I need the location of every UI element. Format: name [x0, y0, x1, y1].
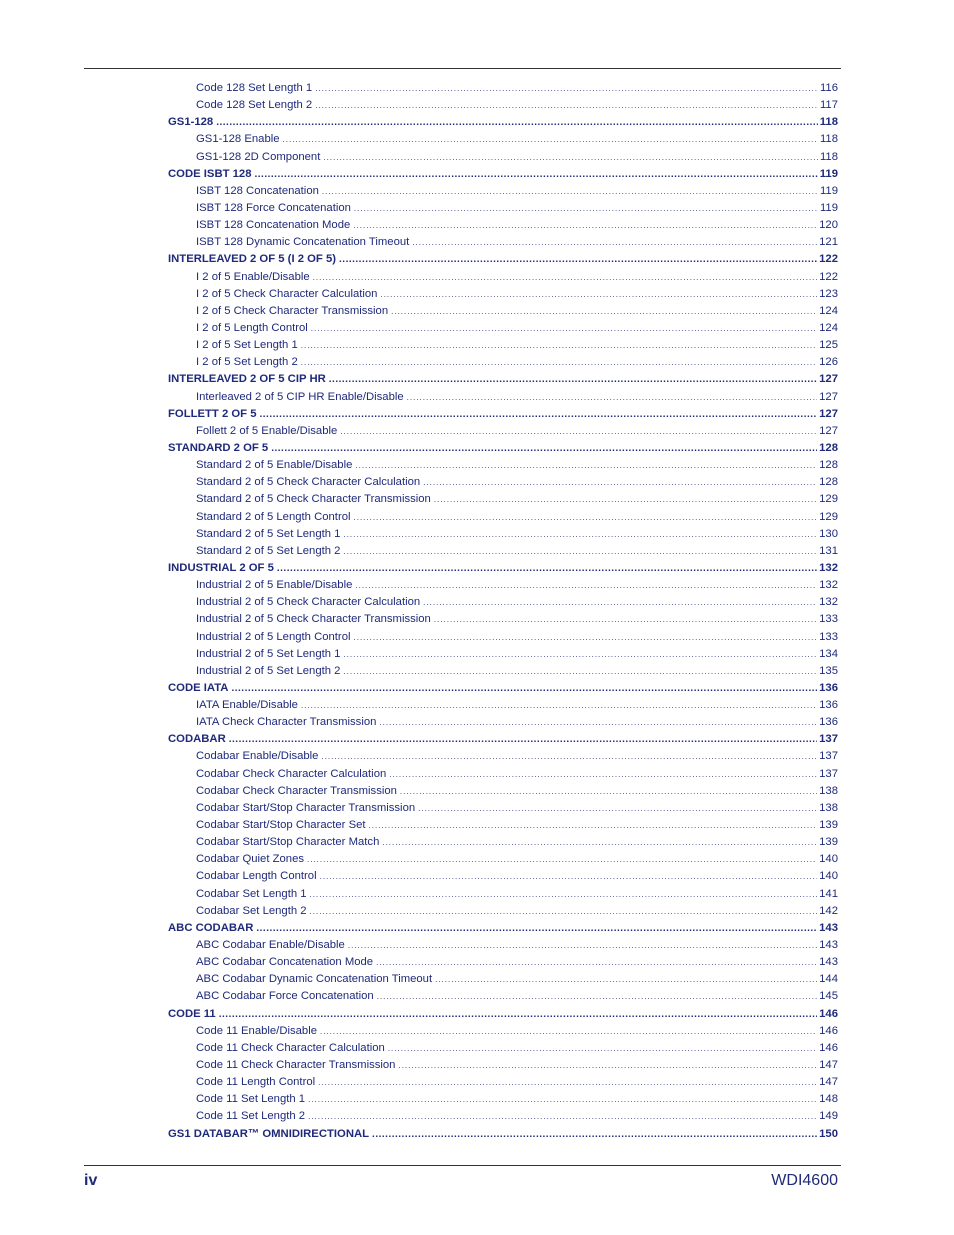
toc-entry-title: ABC Codabar Dynamic Concatenation Timeout: [196, 973, 433, 986]
toc-leader-dots: [231, 680, 817, 697]
toc-entry-page: 118: [819, 116, 838, 129]
toc-subsection-entry[interactable]: [168, 611, 838, 628]
toc-entry-page: 127: [819, 424, 838, 437]
toc-entry-title: I 2 of 5 Check Character Calculation: [196, 287, 378, 300]
toc-leader-dots: [343, 646, 817, 663]
toc-subsection-entry[interactable]: [168, 817, 838, 834]
toc-entry-title: Standard 2 of 5 Length Control: [196, 510, 351, 523]
toc-subsection-entry[interactable]: [168, 200, 838, 217]
toc-leader-dots: [379, 714, 817, 731]
toc-leader-dots: [400, 783, 817, 800]
toc-entry-title: Industrial 2 of 5 Length Control: [196, 630, 351, 643]
toc-subsection-entry[interactable]: [168, 183, 838, 200]
toc-entry-title: I 2 of 5 Length Control: [196, 321, 308, 334]
toc-leader-dots: [315, 97, 818, 114]
toc-subsection-entry[interactable]: [168, 149, 838, 166]
toc-leader-dots: [412, 234, 817, 251]
toc-entry-title: Codabar Set Length 2: [196, 904, 307, 917]
toc-leader-dots: [320, 868, 818, 885]
toc-leader-dots: [320, 1023, 817, 1040]
toc-entry-page: 136: [819, 699, 838, 712]
toc-entry-title: Codabar Start/Stop Character Match: [196, 836, 380, 849]
toc-section-entry[interactable]: [168, 1126, 838, 1143]
toc-subsection-entry[interactable]: [168, 1040, 838, 1057]
toc-leader-dots: [313, 269, 817, 286]
toc-entry-page: 130: [819, 527, 838, 540]
toc-entry-page: 126: [819, 356, 838, 369]
toc-entry-page: 119: [819, 201, 838, 214]
toc-entry-page: 147: [819, 1076, 838, 1089]
toc-entry-page: 150: [819, 1127, 838, 1140]
toc-leader-dots: [434, 491, 817, 508]
toc-entry-title: ISBT 128 Concatenation Mode: [196, 219, 351, 232]
toc-entry-title: Industrial 2 of 5 Check Character Transmission: [196, 613, 431, 626]
toc-entry-title: INTERLEAVED 2 OF 5 (I 2 OF 5): [168, 253, 337, 266]
toc-entry-title: Industrial 2 of 5 Enable/Disable: [196, 579, 353, 592]
toc-entry-page: 123: [819, 287, 838, 300]
toc-entry-page: 137: [819, 767, 838, 780]
toc-entry-title: IATA Check Character Transmission: [196, 716, 377, 729]
toc-entry-title: ISBT 128 Dynamic Concatenation Timeout: [196, 236, 410, 249]
toc-leader-dots: [423, 474, 817, 491]
toc-entry-page: 139: [819, 836, 838, 849]
toc-entry-title: Code 11 Set Length 2: [196, 1110, 306, 1123]
toc-subsection-entry[interactable]: [168, 988, 838, 1005]
toc-entry-title: INDUSTRIAL 2 OF 5: [168, 561, 274, 574]
toc-entry-title: GS1-128 Enable: [196, 133, 280, 146]
toc-leader-dots: [407, 389, 817, 406]
toc-subsection-entry[interactable]: [168, 491, 838, 508]
toc-entry-title: INTERLEAVED 2 OF 5 CIP HR: [168, 373, 326, 386]
toc-entry-page: 129: [819, 510, 838, 523]
toc-leader-dots: [376, 954, 817, 971]
toc-entry-page: 122: [819, 253, 838, 266]
toc-subsection-entry[interactable]: [168, 594, 838, 611]
toc-subsection-entry[interactable]: [168, 354, 838, 371]
toc-leader-dots: [434, 611, 817, 628]
toc-subsection-entry[interactable]: [168, 234, 838, 251]
toc-entry-page: 149: [819, 1110, 838, 1123]
toc-entry-title: Code 11 Set Length 1: [196, 1093, 306, 1106]
toc-leader-dots: [322, 183, 818, 200]
toc-entry-page: 124: [819, 321, 838, 334]
toc-entry-page: 139: [819, 819, 838, 832]
toc-leader-dots: [256, 920, 817, 937]
toc-entry-page: 118: [819, 150, 838, 163]
toc-entry-title: Industrial 2 of 5 Set Length 1: [196, 647, 341, 660]
toc-leader-dots: [389, 766, 817, 783]
toc-subsection-entry[interactable]: [168, 97, 838, 114]
toc-entry-page: 127: [819, 407, 838, 420]
toc-section-entry[interactable]: [168, 114, 838, 131]
toc-subsection-entry[interactable]: [168, 217, 838, 234]
toc-leader-dots: [301, 354, 817, 371]
toc-entry-page: 128: [819, 441, 838, 454]
toc-entry-title: Standard 2 of 5 Enable/Disable: [196, 459, 353, 472]
toc-subsection-entry[interactable]: [168, 800, 838, 817]
toc-subsection-entry[interactable]: [168, 509, 838, 526]
toc-entry-title: ABC Codabar Force Concatenation: [196, 990, 374, 1003]
toc-subsection-entry[interactable]: [168, 1023, 838, 1040]
toc-leader-dots: [277, 560, 817, 577]
toc-leader-dots: [318, 1074, 817, 1091]
toc-subsection-entry[interactable]: [168, 748, 838, 765]
toc-leader-dots: [343, 663, 817, 680]
toc-entry-page: 119: [819, 184, 838, 197]
toc-entry-title: Code 11 Check Character Transmission: [196, 1059, 396, 1072]
toc-entry-title: GS1 DATABAR™ OMNIDIRECTIONAL: [168, 1127, 370, 1140]
toc-entry-title: Industrial 2 of 5 Check Character Calculation: [196, 596, 421, 609]
toc-entry-title: Code 11 Enable/Disable: [196, 1024, 318, 1037]
toc-entry-title: Standard 2 of 5 Set Length 2: [196, 544, 341, 557]
toc-entry-title: Codabar Enable/Disable: [196, 750, 319, 763]
toc-entry-title: CODE ISBT 128: [168, 167, 252, 180]
page-number: iv: [84, 1172, 98, 1189]
toc-subsection-entry[interactable]: [168, 1057, 838, 1074]
toc-entry-page: 124: [819, 304, 838, 317]
toc-subsection-entry[interactable]: [168, 286, 838, 303]
toc-entry-page: 135: [819, 664, 838, 677]
toc-subsection-entry[interactable]: [168, 766, 838, 783]
toc-subsection-entry[interactable]: [168, 868, 838, 885]
toc-entry-title: ABC Codabar Enable/Disable: [196, 939, 345, 952]
toc-entry-page: 144: [819, 973, 838, 986]
toc-entry-title: CODABAR: [168, 733, 226, 746]
toc-subsection-entry[interactable]: [168, 80, 838, 97]
toc-entry-page: 143: [819, 939, 838, 952]
toc-subsection-entry[interactable]: [168, 474, 838, 491]
toc-section-entry[interactable]: [168, 560, 838, 577]
toc-leader-dots: [329, 371, 817, 388]
toc-section-entry[interactable]: [168, 251, 838, 268]
toc-leader-dots: [343, 543, 817, 560]
toc-leader-dots: [372, 1126, 817, 1143]
toc-leader-dots: [260, 406, 818, 423]
toc-entry-page: 136: [819, 681, 838, 694]
toc-entry-page: 116: [819, 82, 838, 94]
toc-subsection-entry[interactable]: [168, 937, 838, 954]
table-of-contents: [168, 80, 838, 1143]
toc-entry-page: 134: [819, 647, 838, 660]
toc-leader-dots: [354, 629, 818, 646]
toc-leader-dots: [355, 457, 817, 474]
toc-entry-page: 131: [819, 544, 838, 557]
toc-entry-title: Codabar Start/Stop Character Set: [196, 819, 366, 832]
toc-entry-page: 118: [819, 133, 838, 146]
toc-entry-title: Codabar Check Character Transmission: [196, 784, 397, 797]
toc-leader-dots: [321, 748, 817, 765]
toc-section-entry[interactable]: [168, 406, 838, 423]
toc-entry-page: 146: [819, 1024, 838, 1037]
toc-subsection-entry[interactable]: [168, 423, 838, 440]
toc-leader-dots: [311, 320, 817, 337]
toc-leader-dots: [229, 731, 817, 748]
toc-entry-page: 137: [819, 750, 838, 763]
toc-entry-title: Standard 2 of 5 Check Character Transmission: [196, 493, 431, 506]
toc-leader-dots: [382, 834, 817, 851]
toc-leader-dots: [398, 1057, 817, 1074]
toc-entry-page: 119: [819, 167, 838, 180]
toc-section-entry[interactable]: [168, 440, 838, 457]
toc-entry-page: 143: [819, 921, 838, 934]
toc-subsection-entry[interactable]: [168, 1091, 838, 1108]
toc-entry-title: I 2 of 5 Set Length 2: [196, 356, 298, 369]
toc-entry-page: 133: [819, 630, 838, 643]
toc-section-entry[interactable]: [168, 680, 838, 697]
toc-leader-dots: [323, 149, 818, 166]
toc-entry-title: I 2 of 5 Check Character Transmission: [196, 304, 389, 317]
toc-entry-page: 146: [819, 1041, 838, 1054]
toc-entry-page: 133: [819, 613, 838, 626]
toc-entry-page: 143: [819, 956, 838, 969]
product-name: WDI4600: [771, 1172, 838, 1189]
toc-subsection-entry[interactable]: [168, 269, 838, 286]
toc-entry-title: GS1-128 2D Component: [196, 150, 321, 163]
toc-leader-dots: [354, 200, 818, 217]
toc-entry-title: I 2 of 5 Set Length 1: [196, 339, 298, 352]
toc-subsection-entry[interactable]: [168, 1074, 838, 1091]
toc-leader-dots: [435, 971, 817, 988]
toc-subsection-entry[interactable]: [168, 834, 838, 851]
toc-entry-title: Codabar Start/Stop Character Transmission: [196, 801, 416, 814]
toc-leader-dots: [301, 337, 817, 354]
toc-entry-page: 138: [819, 784, 838, 797]
toc-leader-dots: [353, 217, 817, 234]
toc-entry-title: CODE IATA: [168, 681, 229, 694]
toc-entry-page: 125: [819, 339, 838, 352]
toc-entry-title: ISBT 128 Concatenation: [196, 184, 319, 197]
toc-entry-title: Follett 2 of 5 Enable/Disable: [196, 424, 338, 437]
toc-leader-dots: [219, 1006, 817, 1023]
toc-entry-title: Code 128 Set Length 1: [196, 82, 313, 94]
toc-entry-title: ABC Codabar Concatenation Mode: [196, 956, 374, 969]
toc-subsection-entry[interactable]: [168, 389, 838, 406]
toc-entry-title: ISBT 128 Force Concatenation: [196, 201, 351, 214]
toc-leader-dots: [340, 423, 817, 440]
toc-leader-dots: [377, 988, 817, 1005]
toc-leader-dots: [216, 114, 818, 131]
toc-entry-title: Standard 2 of 5 Check Character Calculation: [196, 476, 421, 489]
toc-leader-dots: [301, 697, 817, 714]
toc-leader-dots: [354, 509, 818, 526]
toc-entry-page: 122: [819, 270, 838, 283]
toc-entry-page: 132: [819, 579, 838, 592]
toc-entry-title: ABC CODABAR: [168, 921, 254, 934]
toc-entry-title: Codabar Check Character Calculation: [196, 767, 387, 780]
toc-section-entry[interactable]: [168, 920, 838, 937]
toc-entry-title: FOLLETT 2 OF 5: [168, 407, 257, 420]
footer-rule: [84, 1165, 841, 1166]
toc-subsection-entry[interactable]: [168, 543, 838, 560]
toc-leader-dots: [315, 80, 818, 97]
toc-entry-title: Standard 2 of 5 Set Length 1: [196, 527, 341, 540]
toc-leader-dots: [310, 886, 818, 903]
toc-entry-page: 140: [819, 853, 838, 866]
toc-entry-page: 145: [819, 990, 838, 1003]
toc-entry-title: Industrial 2 of 5 Set Length 2: [196, 664, 341, 677]
toc-entry-page: 148: [819, 1093, 838, 1106]
toc-section-entry[interactable]: [168, 731, 838, 748]
toc-entry-title: Codabar Set Length 1: [196, 887, 307, 900]
toc-leader-dots: [308, 1091, 817, 1108]
toc-subsection-entry[interactable]: [168, 320, 838, 337]
toc-leader-dots: [343, 526, 817, 543]
toc-entry-title: Codabar Quiet Zones: [196, 853, 305, 866]
toc-leader-dots: [355, 577, 817, 594]
toc-entry-title: IATA Enable/Disable: [196, 699, 298, 712]
toc-leader-dots: [308, 1108, 817, 1125]
toc-subsection-entry[interactable]: [168, 303, 838, 320]
toc-entry-page: 137: [819, 733, 838, 746]
toc-entry-page: 129: [819, 493, 838, 506]
toc-entry-page: 138: [819, 801, 838, 814]
toc-leader-dots: [391, 303, 817, 320]
toc-entry-page: 142: [819, 904, 838, 917]
toc-subsection-entry[interactable]: [168, 526, 838, 543]
toc-entry-page: 141: [819, 887, 838, 900]
toc-entry-page: 127: [819, 390, 838, 403]
toc-entry-page: 128: [819, 459, 838, 472]
toc-entry-page: 120: [819, 219, 838, 232]
toc-subsection-entry[interactable]: [168, 954, 838, 971]
toc-entry-title: Code 128 Set Length 2: [196, 99, 313, 112]
toc-leader-dots: [418, 800, 817, 817]
toc-section-entry[interactable]: [168, 166, 838, 183]
toc-entry-page: 140: [819, 870, 838, 883]
toc-entry-title: Code 11 Check Character Calculation: [196, 1041, 385, 1054]
toc-leader-dots: [423, 594, 817, 611]
toc-subsection-entry[interactable]: [168, 697, 838, 714]
toc-entry-page: 132: [819, 596, 838, 609]
toc-leader-dots: [310, 903, 818, 920]
toc-entry-title: CODE 11: [168, 1007, 216, 1020]
toc-entry-title: I 2 of 5 Enable/Disable: [196, 270, 310, 283]
toc-leader-dots: [307, 851, 817, 868]
toc-leader-dots: [380, 286, 817, 303]
toc-subsection-entry[interactable]: [168, 629, 838, 646]
toc-subsection-entry[interactable]: [168, 903, 838, 920]
toc-entry-title: Interleaved 2 of 5 CIP HR Enable/Disable: [196, 390, 404, 403]
toc-leader-dots: [348, 937, 817, 954]
header-rule: [84, 68, 841, 69]
toc-section-entry[interactable]: [168, 371, 838, 388]
toc-leader-dots: [255, 166, 818, 183]
toc-subsection-entry[interactable]: [168, 1108, 838, 1125]
toc-leader-dots: [271, 440, 817, 457]
toc-leader-dots: [369, 817, 818, 834]
toc-subsection-entry[interactable]: [168, 886, 838, 903]
toc-subsection-entry[interactable]: [168, 783, 838, 800]
toc-subsection-entry[interactable]: [168, 457, 838, 474]
toc-entry-title: STANDARD 2 OF 5: [168, 441, 269, 454]
toc-section-entry[interactable]: [168, 1006, 838, 1023]
toc-entry-page: 128: [819, 476, 838, 489]
toc-leader-dots: [339, 251, 817, 268]
toc-entry-title: GS1-128: [168, 116, 214, 129]
toc-subsection-entry[interactable]: [168, 131, 838, 148]
toc-entry-page: 147: [819, 1059, 838, 1072]
toc-subsection-entry[interactable]: [168, 851, 838, 868]
toc-subsection-entry[interactable]: [168, 714, 838, 731]
toc-leader-dots: [283, 131, 818, 148]
toc-entry-page: 121: [819, 236, 838, 249]
toc-entry-page: 127: [819, 373, 838, 386]
toc-entry-page: 132: [819, 561, 838, 574]
toc-entry-title: Code 11 Length Control: [196, 1076, 316, 1089]
toc-entry-page: 117: [819, 99, 838, 112]
toc-entry-title: Codabar Length Control: [196, 870, 317, 883]
toc-entry-page: 136: [819, 716, 838, 729]
toc-leader-dots: [388, 1040, 817, 1057]
toc-entry-page: 146: [819, 1007, 838, 1020]
toc-subsection-entry[interactable]: [168, 577, 838, 594]
toc-subsection-entry[interactable]: [168, 971, 838, 988]
toc-subsection-entry[interactable]: [168, 646, 838, 663]
toc-subsection-entry[interactable]: [168, 337, 838, 354]
toc-subsection-entry[interactable]: [168, 663, 838, 680]
